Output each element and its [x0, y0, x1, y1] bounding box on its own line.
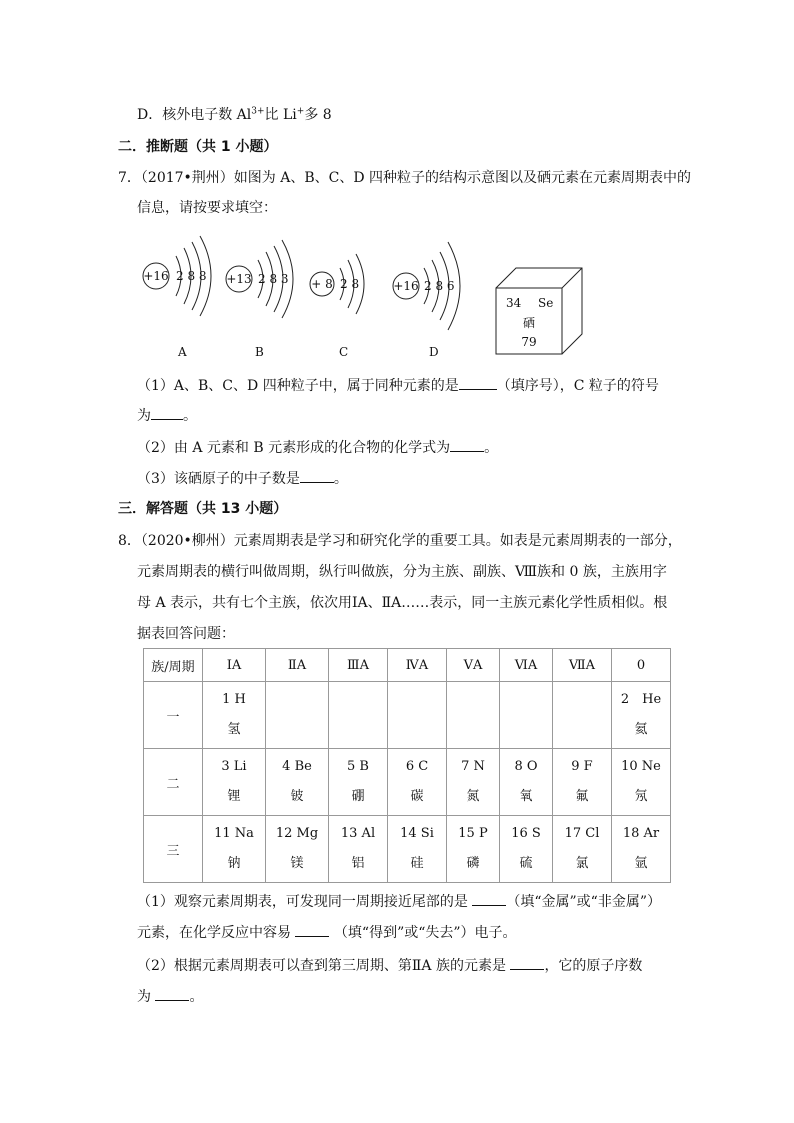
table-header-cell: ⅣA: [388, 649, 447, 682]
text: 钠: [227, 856, 241, 871]
text: 14 Si: [400, 826, 434, 841]
particle-a-label: A: [178, 345, 187, 359]
table-header-cell: ⅢA: [329, 649, 388, 682]
section3-title: 三．解答题（共 13 小题）: [118, 501, 288, 517]
q8-sub1-blank1[interactable]: [472, 893, 506, 906]
table-header-cell: ⅠA: [203, 649, 266, 682]
text: 3 Li: [221, 759, 247, 774]
particle-d-label: D: [429, 345, 439, 359]
particle-c-shells: 2 8: [340, 277, 360, 291]
q8-sub1-line2: [137, 922, 517, 942]
text: 多 8: [304, 107, 332, 123]
text: 4 Be: [282, 759, 312, 774]
periodic-table: [143, 648, 671, 883]
text: 10 Ne: [621, 759, 661, 774]
element-cell: [447, 816, 500, 883]
element-cell: [612, 816, 671, 883]
element-cell: [500, 749, 553, 816]
element-cell: [553, 816, 612, 883]
q7-sub3-blank[interactable]: [300, 470, 334, 483]
element-name: 硒: [522, 316, 536, 330]
period-label: 一: [144, 682, 203, 749]
element-symbol: Se: [538, 296, 554, 310]
element-cell: [612, 749, 671, 816]
text: 铝: [351, 856, 365, 871]
element-cell: [266, 749, 329, 816]
element-card-selenium: [496, 268, 582, 354]
particle-c-label: C: [339, 345, 349, 359]
text: 16 S: [511, 826, 541, 841]
particle-b-shells: 2 8 3: [258, 272, 289, 286]
q8-sub2-line1: [137, 955, 642, 975]
element-cell: [447, 749, 500, 816]
particle-d-shells: 2 8 6: [424, 279, 455, 293]
text: 15 P: [458, 826, 488, 841]
text: 氦: [634, 722, 648, 737]
text: 氩: [634, 856, 648, 871]
text: 氢: [227, 722, 241, 737]
text: （填序号），C 粒子的符号: [496, 378, 659, 394]
particle-a-shells: 2 8 8: [176, 269, 207, 283]
element-cell: [553, 749, 612, 816]
table-header-cell: ⅤA: [447, 649, 500, 682]
q7-line1: 7．（2017•荆州）如图为 A、B、C、D 四种粒子的结构示意图以及硒元素在元素周期表中的: [118, 170, 692, 186]
text: 2 He: [620, 692, 662, 707]
q7-sub1-line1: [137, 375, 659, 395]
text: 7 N: [461, 759, 485, 774]
q8-line3: 母 A 表示，共有七个主族，依次用ⅠA、ⅡA……表示，同一主族元素化学性质相似。根: [137, 595, 668, 611]
element-cell: [203, 749, 266, 816]
text: 18 Ar: [622, 826, 660, 841]
table-row-period-1: [144, 682, 671, 749]
text: 1 H: [222, 692, 246, 707]
element-cell: [500, 682, 553, 749]
text: 。: [484, 440, 499, 456]
q8-line2: 元素周期表的横行叫做周期，纵行叫做族，分为主族、副族、Ⅷ族和 0 族，主族用字: [137, 564, 667, 580]
text: 元素，在化学反应中容易: [137, 925, 291, 941]
q7-sub2-blank[interactable]: [450, 439, 484, 452]
period-label: 二: [144, 749, 203, 816]
particle-c-nucleus: + 8: [311, 277, 333, 291]
particle-a-nucleus: +16: [143, 269, 169, 283]
element-cell: [388, 749, 447, 816]
element-cell: [203, 816, 266, 883]
text: 8 O: [514, 759, 538, 774]
text: （3）该硒原子的中子数是: [137, 471, 300, 487]
q8-sub1-line1: [137, 891, 661, 911]
table-header-cell: ⅥA: [500, 649, 553, 682]
text: 6 C: [405, 759, 429, 774]
text: 镁: [290, 856, 304, 871]
text: 为: [137, 989, 151, 1005]
element-cell: [266, 682, 329, 749]
text: 氮: [466, 789, 480, 804]
table-row-period-3: [144, 816, 671, 883]
element-cell: [266, 816, 329, 883]
text: 为: [137, 408, 151, 424]
q6-option-d: [137, 104, 332, 124]
text: 17 Cl: [564, 826, 600, 841]
text: 磷: [466, 856, 480, 871]
element-cell: [329, 749, 388, 816]
text: （1）观察元素周期表，可发现同一周期接近尾部的是: [137, 894, 468, 910]
text: （2）根据元素周期表可以查到第三周期、第ⅡA 族的元素是: [137, 958, 506, 974]
text: ，它的原子序数: [544, 958, 643, 974]
text: +: [296, 106, 305, 117]
q7-line2: 信息，请按要求填空：: [137, 200, 277, 216]
element-cell: [388, 682, 447, 749]
element-cell: [553, 682, 612, 749]
text: 3+: [251, 106, 265, 117]
element-number: 34: [506, 296, 522, 310]
text: （2）由 A 元素和 B 元素形成的化合物的化学式为: [137, 440, 451, 456]
q7-figure: [0, 228, 794, 368]
particle-b-label: B: [255, 345, 264, 359]
text: 硫: [519, 856, 533, 871]
element-cell: [388, 816, 447, 883]
q8-sub2-blank1[interactable]: [510, 957, 544, 970]
text: 5 B: [347, 759, 369, 774]
table-header-cell: 0: [612, 649, 671, 682]
element-cell: [500, 816, 553, 883]
particle-b-nucleus: +13: [226, 272, 252, 286]
q7-sub1-line2: [137, 405, 197, 425]
element-cell: [329, 682, 388, 749]
table-header-row: [144, 649, 671, 682]
text: 。: [189, 989, 204, 1005]
text: 氟: [575, 789, 589, 804]
element-cell: [329, 816, 388, 883]
q8-line1: 8．（2020•柳州）元素周期表是学习和研究化学的重要工具。如表是元素周期表的一部分，: [118, 533, 682, 549]
element-cell: [447, 682, 500, 749]
text: （1）A、B、C、D 四种粒子中，属于同种元素的是: [137, 378, 459, 394]
text: 氯: [575, 856, 589, 871]
text: （填“得到”或“失去”）电子。: [333, 925, 517, 941]
text: 11 Na: [214, 826, 254, 841]
element-cell: [203, 682, 266, 749]
q7-sub1-blank1[interactable]: [459, 377, 497, 390]
q8-sub2-blank2[interactable]: [155, 988, 189, 1001]
period-label: 三: [144, 816, 203, 883]
text: 锂: [227, 789, 241, 804]
table-header-cell: 族/周期: [144, 649, 203, 682]
text: 硅: [410, 856, 424, 871]
q7-sub1-blank2[interactable]: [151, 407, 183, 420]
particle-d-nucleus: +16: [393, 279, 419, 293]
table-header-cell: ⅡA: [266, 649, 329, 682]
section2-title: 二．推断题（共 1 小题）: [118, 139, 278, 155]
table-row-period-2: [144, 749, 671, 816]
text: 12 Mg: [275, 826, 319, 841]
text: 。: [333, 471, 348, 487]
element-cell: [612, 682, 671, 749]
q7-sub3: [137, 468, 348, 488]
text: 9 F: [571, 759, 593, 774]
text: D．核外电子数 Al: [137, 107, 252, 123]
text: 硼: [351, 789, 365, 804]
text: 。: [183, 408, 197, 424]
element-mass: 79: [521, 335, 537, 349]
text: 碳: [410, 789, 424, 804]
q8-sub2-line2: [137, 986, 203, 1006]
table-header-cell: ⅦA: [553, 649, 612, 682]
text: 比 Li: [264, 107, 297, 123]
q8-sub1-blank2[interactable]: [295, 924, 329, 937]
text: 氖: [634, 789, 648, 804]
text: （填“金属”或“非金属”）: [506, 894, 661, 910]
text: 13 Al: [340, 826, 376, 841]
text: 铍: [290, 789, 304, 804]
q8-line4: 据表回答问题：: [137, 626, 235, 642]
text: 氧: [519, 789, 533, 804]
q7-sub2: [137, 437, 498, 457]
